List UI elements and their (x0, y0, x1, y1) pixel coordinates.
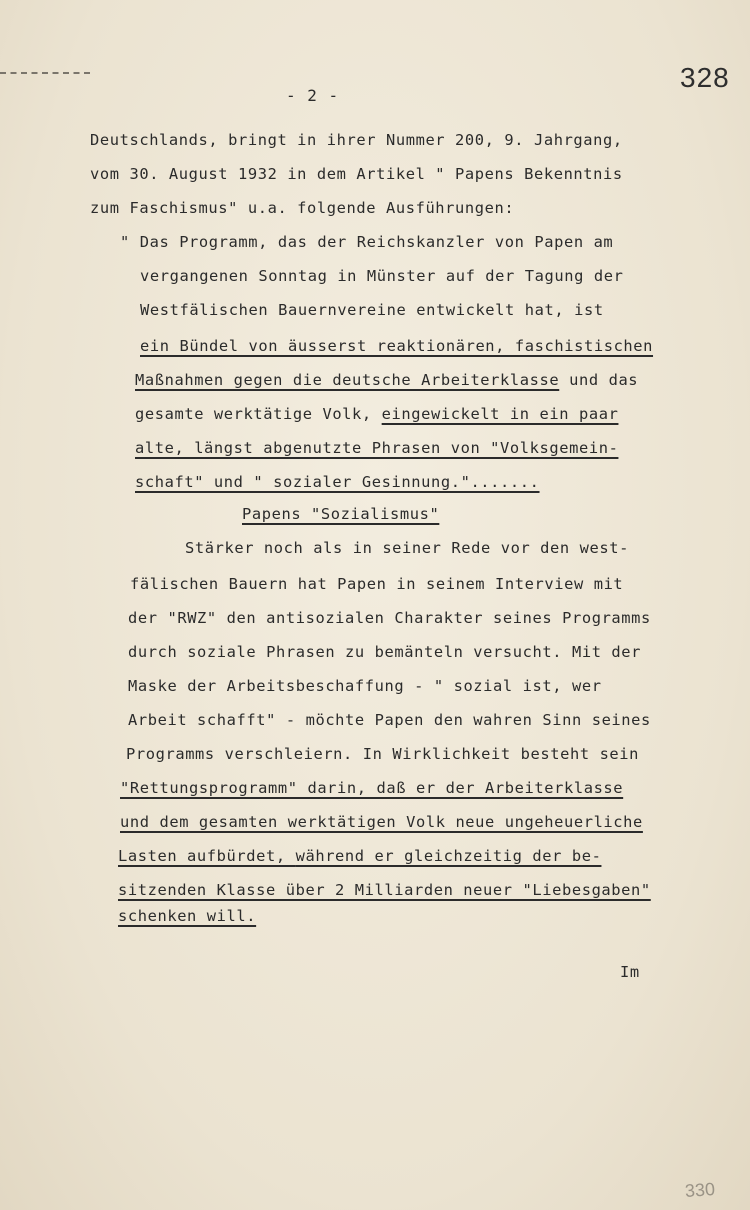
underlined-segment: Maßnahmen gegen die deutsche Arbeiterklasse (135, 371, 560, 389)
underlined-line: schaft" und " sozialer Gesinnung."....... (135, 473, 540, 491)
underlined-segment: Lasten aufbürdet, (118, 847, 296, 865)
underlined-line: alte, längst abgenutzte Phrasen von "Volksgemein- (135, 439, 619, 457)
text-line: Stärker noch als in seiner Rede vor den west- (185, 539, 629, 557)
underlined-line: schenken will. (118, 907, 257, 925)
text-line (135, 370, 638, 390)
text-line (118, 846, 601, 866)
underlined-line: ein Bündel von äusserst reaktionären, faschistischen (140, 337, 654, 355)
text-line: Arbeit schafft" - möchte Papen den wahren Sinn seines (128, 711, 651, 729)
text-line: fälischen Bauern hat Papen in seinem Interview mit (130, 575, 624, 593)
text-line: der "RWZ" den antisozialen Charakter seines Programms (128, 609, 651, 627)
text-line: zum Faschismus" u.a. folgende Ausführungen: (90, 199, 515, 217)
margin-dash-line (0, 72, 90, 74)
text-line: vom 30. August 1932 in dem Artikel " Papens Bekenntnis (90, 165, 623, 183)
text-line (135, 404, 618, 424)
text-line: durch soziale Phrasen zu bemänteln versucht. Mit der (128, 643, 642, 661)
text-line: vergangenen Sonntag in Münster auf der Tagung der (140, 267, 624, 285)
section-heading: Papens "Sozialismus" (242, 505, 440, 523)
text-line: Maske der Arbeitsbeschaffung - " sozial ist, wer (128, 677, 602, 695)
text-segment: gesamte werktätige Volk, (135, 405, 382, 423)
underlined-line: und dem gesamten werktätigen Volk neue ungeheuerliche (120, 813, 643, 831)
underlined-segment: während er gleichzeitig der be- (295, 847, 602, 865)
underlined-line: "Rettungsprogramm" darin, daß er der Arbeiterklasse (120, 779, 624, 797)
text-line: Programms verschleiern. In Wirklichkeit besteht sein (126, 745, 640, 763)
faint-bottom-number: 330 (684, 1178, 716, 1202)
underlined-segment: eingewickelt in ein paar (381, 405, 619, 423)
typed-page-number: - 2 - (286, 86, 340, 105)
archive-page-number: 328 (680, 62, 730, 93)
text-line: " Das Programm, das der Reichskanzler von Papen am (120, 233, 614, 251)
text-line: Deutschlands, bringt in ihrer Nummer 200, 9. Jahrgang, (90, 131, 623, 149)
text-line: Westfälischen Bauernvereine entwickelt hat, ist (140, 301, 604, 319)
underlined-line: sitzenden Klasse über 2 Milliarden neuer "Liebesgaben" (118, 881, 651, 899)
catchword: Im (620, 963, 640, 981)
text-segment: und das (559, 371, 639, 389)
